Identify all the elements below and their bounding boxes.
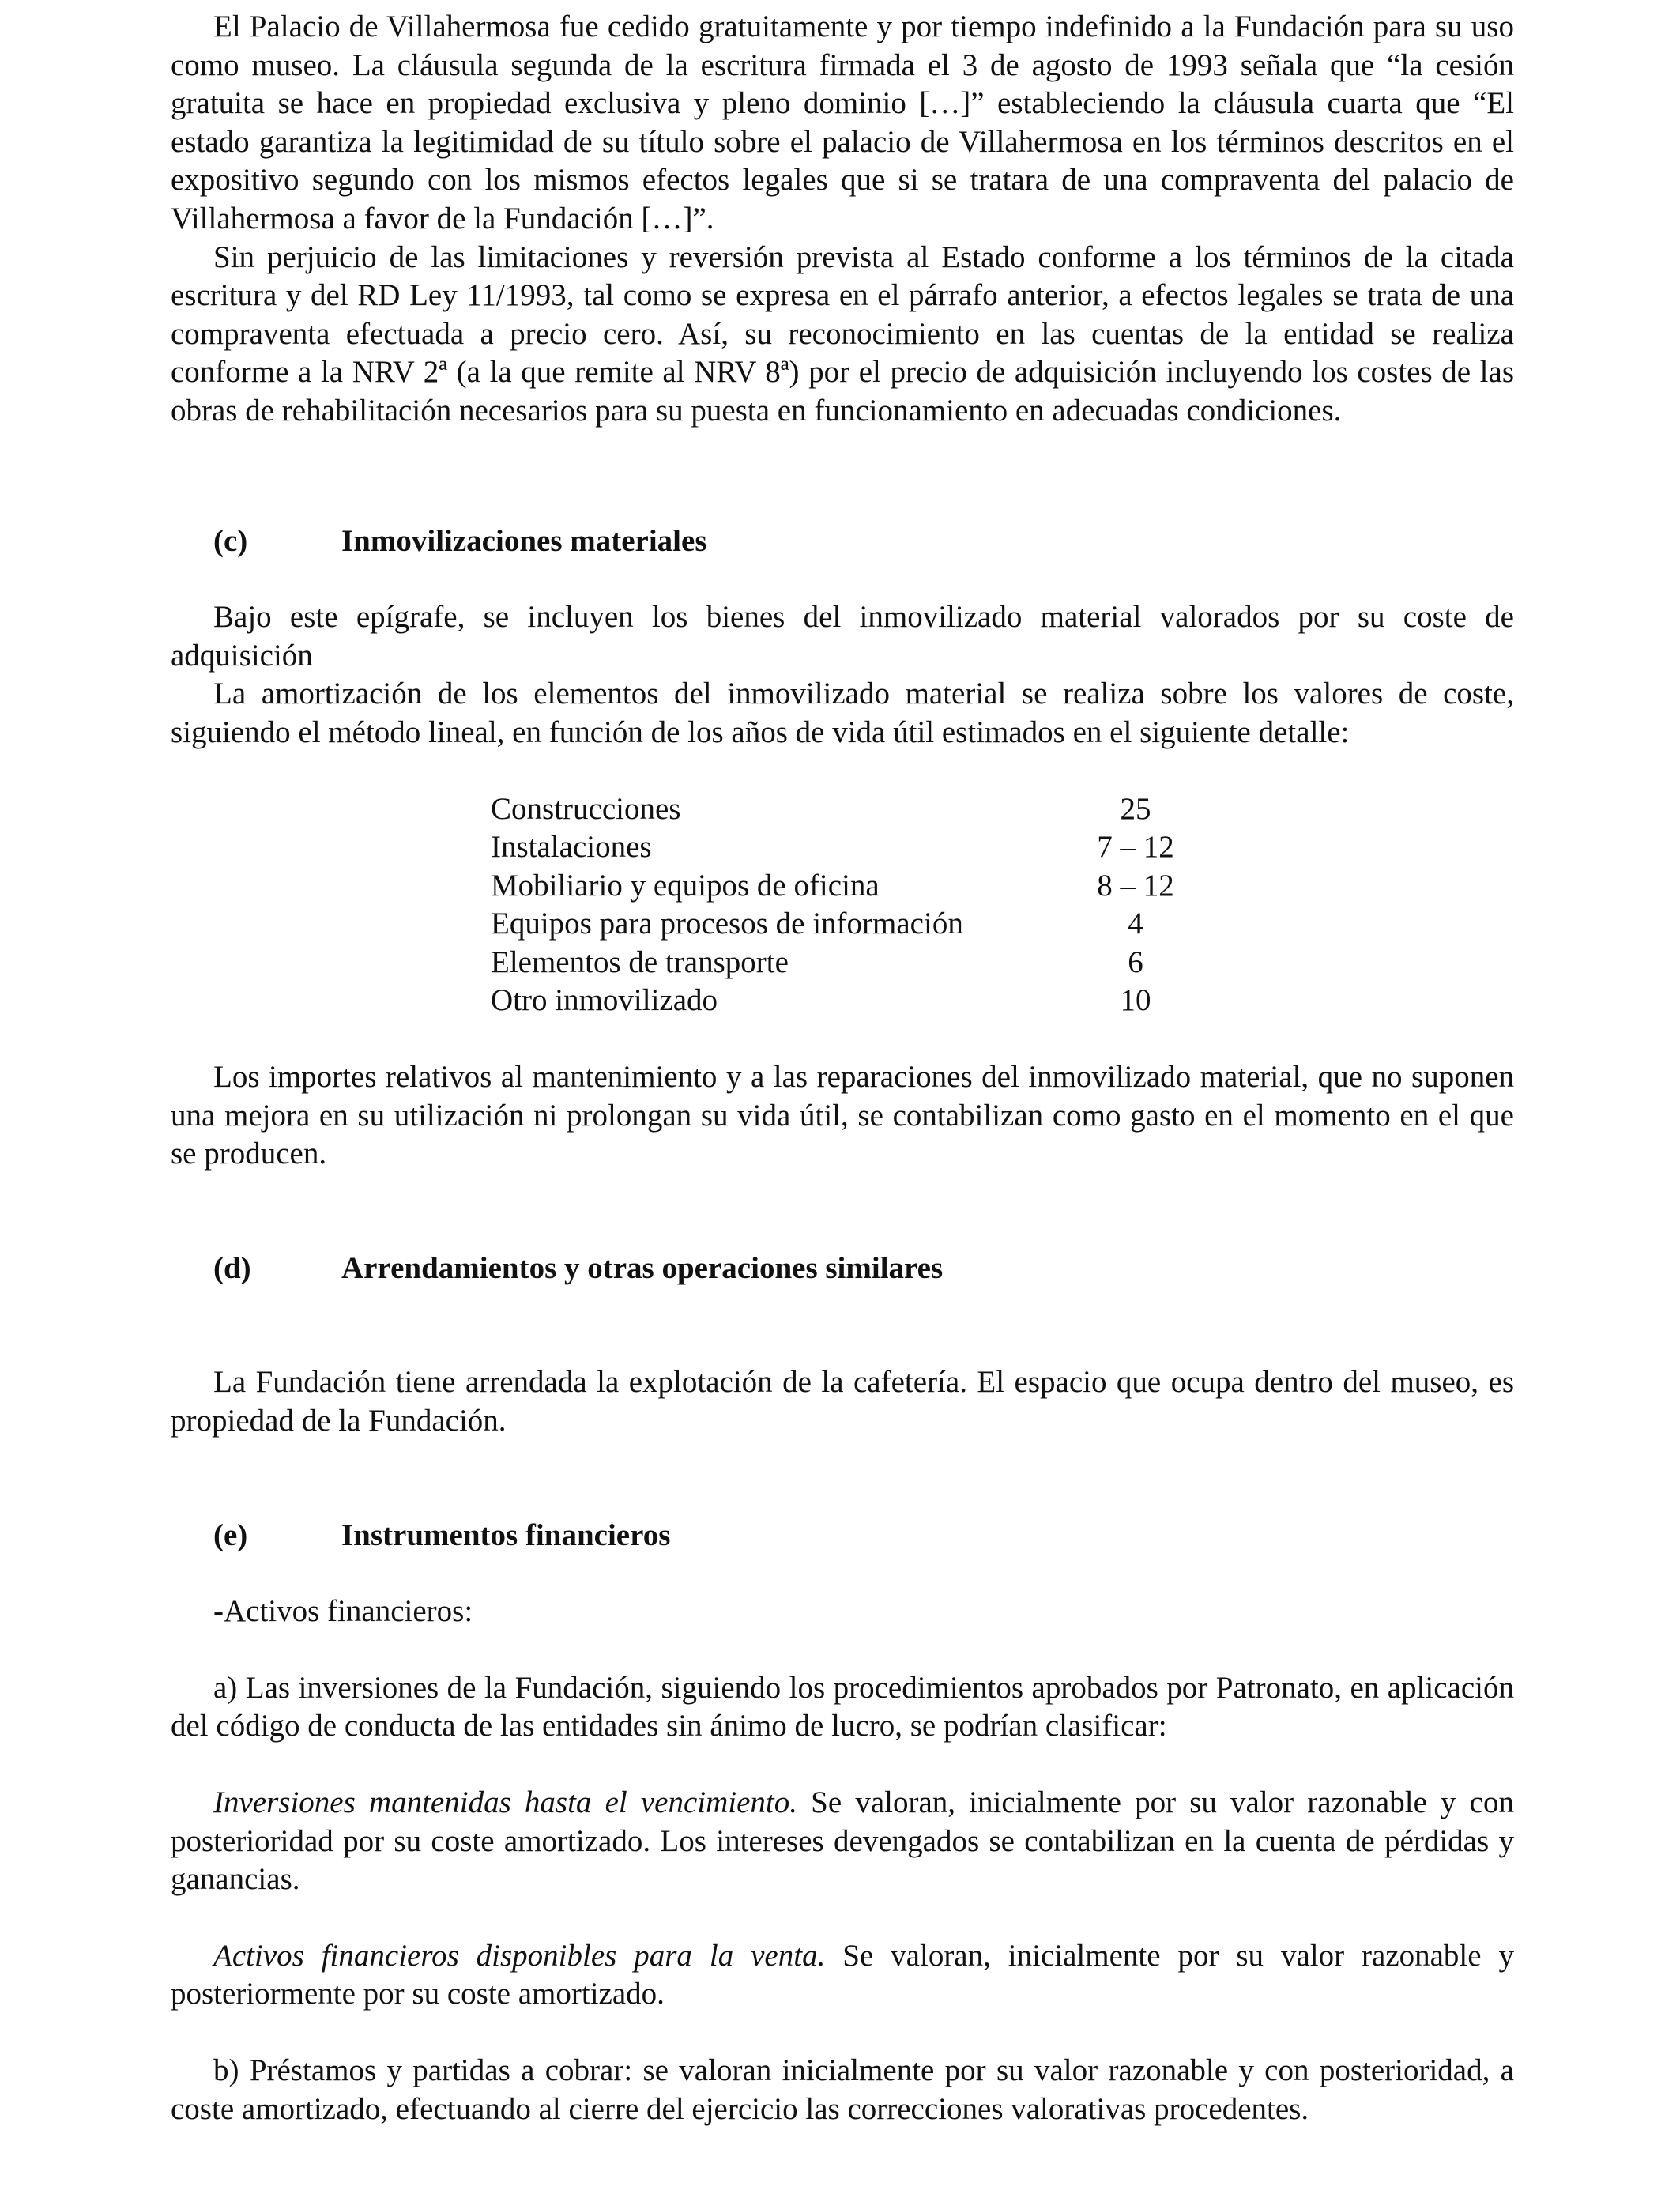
term-htm: Inversiones mantenidas hasta el vencimiento. <box>213 1785 798 1819</box>
useful-life-years: 6 <box>1128 944 1143 979</box>
spacer <box>171 1174 1514 1250</box>
spacer <box>171 431 1514 522</box>
paragraph-afs <box>171 1937 1514 2014</box>
paragraph-mantenimiento: Los importes relativos al mantenimiento y a las reparaciones del inmovilizado material, que no suponen una mejora en su utilización ni prolongan su vida útil, se contabilizan como gasto en el momento en el que se producen. <box>171 1060 1514 1171</box>
section-letter: (d) <box>213 1250 251 1285</box>
table-row <box>491 905 1188 944</box>
useful-life-table <box>491 790 1188 1021</box>
paragraph-inversiones: a) Las inversiones de la Fundación, siguiendo los procedimientos aprobados por Patronato, en aplicación del código de conducta de las entidades sin ánimo de lucro, se podrían clasificar: <box>171 1670 1514 1744</box>
term-afs: Activos financieros disponibles para la venta. <box>213 1938 826 1973</box>
section-heading-e <box>171 1517 1514 1555</box>
table-row <box>491 982 1188 1020</box>
text-htm: Se valoran, inicialmente por su valor razonable y con posterioridad por su coste amortizado. Los intereses devengados se contabilizan en la cuenta de pérdidas y ganancias. <box>171 1785 1514 1897</box>
section-title: Instrumentos financieros <box>341 1517 671 1552</box>
spacer <box>171 1020 1514 1058</box>
paragraph-palacio-cesion: El Palacio de Villahermosa fue cedido gratuitamente y por tiempo indefinido a la Fundación para su uso como museo. La cláusula segunda de la escritura firmada el 3 de agosto de 1993 señala que “la cesión gratuita se hace en propiedad exclusiva y pleno dominio […]” estableciendo la cláusula cuarta que “El estado garantiza la legitimidad de su título sobre el palacio de Villahermosa en los términos descritos en el expositivo segundo con los mismos efectos legales que si se tratara de una compraventa del palacio de Villahermosa a favor de la Fundación […]”. <box>171 9 1514 236</box>
table-row <box>491 790 1188 829</box>
asset-category: Construcciones <box>491 791 681 826</box>
section-letter: (e) <box>213 1517 248 1552</box>
asset-category: Mobiliario y equipos de oficina <box>491 868 880 903</box>
useful-life-years: 10 <box>1120 983 1151 1018</box>
asset-category: Instalaciones <box>491 830 652 865</box>
spacer <box>171 560 1514 598</box>
spacer <box>171 1441 1514 1517</box>
table-row <box>491 828 1188 867</box>
spacer <box>171 752 1514 790</box>
useful-life-years: 8 – 12 <box>1097 868 1174 903</box>
paragraph-prestamos: b) Préstamos y partidas a cobrar: se valoran inicialmente por su valor razonable y con posterioridad, a coste amortizado, efectuando al cierre del ejercicio las correcciones valorativas procedentes. <box>171 2053 1514 2126</box>
paragraph-amortizacion: La amortización de los elementos del inmovilizado material se realiza sobre los valores de coste, siguiendo el método lineal, en función de los años de vida útil estimados en el siguiente detalle: <box>171 677 1514 749</box>
spacer <box>171 2014 1514 2052</box>
spacer <box>171 1631 1514 1669</box>
table-row <box>491 867 1188 906</box>
section-heading-c <box>171 522 1514 561</box>
section-title: Inmovilizaciones materiales <box>341 523 707 558</box>
useful-life-years: 25 <box>1120 791 1151 826</box>
asset-category: Equipos para procesos de información <box>491 907 963 941</box>
section-letter: (c) <box>213 523 248 558</box>
section-heading-d <box>171 1250 1514 1288</box>
spacer <box>171 1746 1514 1784</box>
table-row <box>491 944 1188 982</box>
asset-category: Otro inmovilizado <box>491 983 718 1018</box>
subheading-activos-financieros: -Activos financieros: <box>213 1594 473 1629</box>
useful-life-years: 7 – 12 <box>1097 830 1174 865</box>
asset-category: Elementos de transporte <box>491 944 789 979</box>
useful-life-years: 4 <box>1128 907 1143 941</box>
text-afs: Se valoran, inicialmente por su valor razonable y posteriormente por su coste amortizado. <box>171 1938 1514 2011</box>
spacer <box>171 1555 1514 1593</box>
section-title: Arrendamientos y otras operaciones similares <box>341 1250 944 1285</box>
spacer <box>171 1899 1514 1937</box>
paragraph-htm <box>171 1784 1514 1899</box>
spacer <box>171 1287 1514 1363</box>
paragraph-compraventa: Sin perjuicio de las limitaciones y reversión prevista al Estado conforme a los términos de la citada escritura y del RD Ley 11/1993, tal como se expresa en el párrafo anterior, a efectos legales se trata de una compraventa efectuada a precio cero. Así, su reconocimiento en las cuentas de la entidad se realiza conforme a la NRV 2ª (a la que remite al NRV 8ª) por el precio de adquisición incluyendo los costes de las obras de rehabilitación necesarios para su puesta en funcionamiento en adecuadas condiciones. <box>171 239 1514 428</box>
paragraph-cafeteria: La Fundación tiene arrendada la explotación de la cafetería. El espacio que ocupa dentro del museo, es propiedad de la Fundación. <box>171 1365 1514 1438</box>
paragraph-epigrafe: Bajo este epígrafe, se incluyen los bienes del inmovilizado material valorados por su coste de adquisición <box>171 600 1514 673</box>
document-page <box>171 8 1514 2128</box>
